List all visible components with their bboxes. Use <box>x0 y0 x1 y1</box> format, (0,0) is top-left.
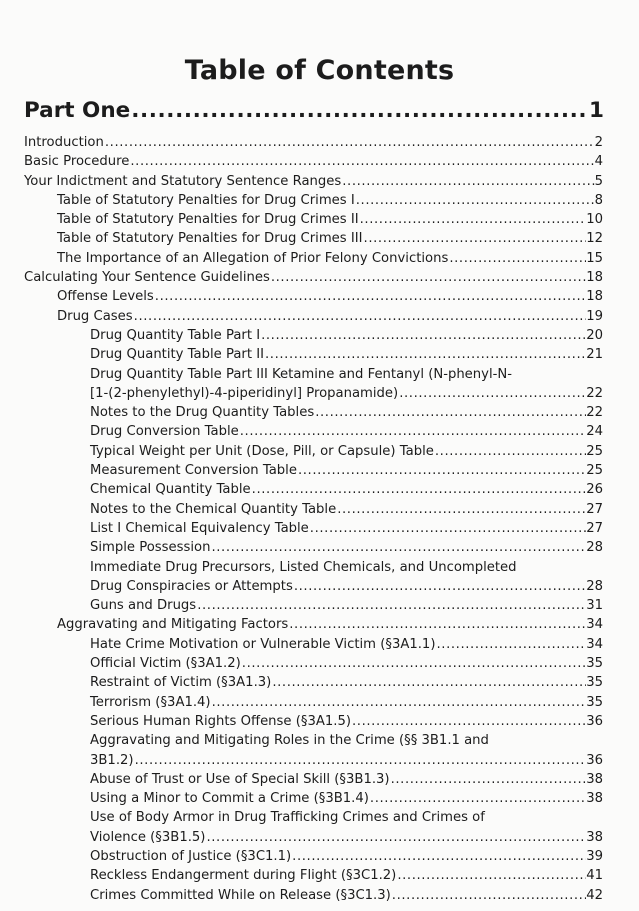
toc-entry-label: Drug Quantity Table Part II <box>90 347 264 363</box>
toc-entry-label: Guns and Drugs <box>90 598 197 614</box>
leader-dots <box>359 210 587 229</box>
leader-dots <box>291 847 586 866</box>
leader-dots <box>341 172 594 191</box>
leader-dots <box>396 866 586 885</box>
toc-entry <box>24 808 603 827</box>
toc-entry <box>24 365 603 384</box>
toc-entry-label: Use of Body Armor in Drug Trafficking Crimes and Crimes of <box>90 810 485 826</box>
toc-entry <box>24 886 603 905</box>
part-page-number: 1 <box>589 98 604 123</box>
toc-entry <box>24 326 603 345</box>
toc-entry <box>24 345 603 364</box>
toc-entry-label: Drug Conspiracies or Attempts <box>90 578 293 594</box>
toc-entry-label: Notes to the Chemical Quantity Table <box>90 501 337 517</box>
toc-page-number: 27 <box>586 501 603 517</box>
toc-entry-label: Drug Quantity Table Part I <box>90 327 261 343</box>
toc-entry <box>24 210 603 229</box>
leader-dots <box>270 268 586 287</box>
part-label: Part One <box>24 98 131 123</box>
toc-page-number: 34 <box>586 617 603 633</box>
leader-dots <box>104 133 595 152</box>
toc-entry-label: Crimes Committed While on Release (§3C1.3) <box>90 887 391 903</box>
leader-dots <box>129 152 594 171</box>
toc-entry-label: Typical Weight per Unit (Dose, Pill, or Capsule) Table <box>90 443 434 459</box>
toc-page-number: 2 <box>594 135 603 150</box>
toc-page-number: 26 <box>586 482 603 498</box>
toc-entry-label: Drug Quantity Table Part III Ketamine and Fentanyl (N-phenyl-N- <box>90 366 513 382</box>
toc-page-number: 24 <box>586 424 603 440</box>
leader-dots <box>309 519 586 538</box>
leader-dots <box>314 403 586 422</box>
toc-entry <box>24 712 603 731</box>
leader-dots <box>363 229 587 248</box>
toc-entry-label: Offense Levels <box>57 289 154 305</box>
toc-entry <box>24 461 603 480</box>
toc-entry <box>24 172 603 191</box>
leader-dots <box>210 538 586 557</box>
toc-entry-label: Official Victim (§3A1.2) <box>90 656 241 672</box>
toc-entry <box>24 654 603 673</box>
leader-dots <box>130 98 589 123</box>
toc-entry-label: The Importance of an Allegation of Prior Felony Convictions <box>57 250 449 266</box>
toc-entry <box>24 519 603 538</box>
toc-page-number: 18 <box>586 289 603 305</box>
toc-entry-label: Chemical Quantity Table <box>90 482 251 498</box>
leader-dots <box>336 500 586 519</box>
toc-list <box>24 133 603 905</box>
leader-dots <box>271 673 586 692</box>
toc-entry-label: 3B1.2) <box>90 752 134 768</box>
toc-page-number: 28 <box>586 540 603 556</box>
toc-entry-label: Aggravating and Mitigating Roles in the Crime (§§ 3B1.1 and <box>90 733 489 749</box>
toc-entry <box>24 828 603 847</box>
leader-dots <box>154 287 586 306</box>
leader-dots <box>351 712 586 731</box>
toc-page-number: 35 <box>586 675 603 691</box>
toc-entry-label: Immediate Drug Precursors, Listed Chemicals, and Uncompleted <box>90 559 517 575</box>
toc-page-number: 25 <box>586 463 603 479</box>
toc-page-number: 38 <box>586 771 603 787</box>
toc-entry <box>24 480 603 499</box>
leader-dots <box>391 886 586 905</box>
leader-dots <box>448 249 586 268</box>
toc-entry <box>24 635 603 654</box>
toc-page-number: 31 <box>586 598 603 614</box>
toc-entry-label: Restraint of Victim (§3A1.3) <box>90 675 272 691</box>
toc-entry-label: Terrorism (§3A1.4) <box>90 694 211 710</box>
toc-page-number: 42 <box>586 887 603 903</box>
toc-entry <box>24 673 603 692</box>
leader-dots <box>251 480 587 499</box>
toc-entry-label: Aggravating and Mitigating Factors <box>57 617 289 633</box>
toc-entry-label: Abuse of Trust or Use of Special Skill (§3B1.3) <box>90 771 390 787</box>
toc-entry <box>24 384 603 403</box>
toc-page-number: 35 <box>586 694 603 710</box>
leader-dots <box>297 461 586 480</box>
toc-entry <box>24 403 603 422</box>
toc-entry-label: Simple Possession <box>90 540 211 556</box>
leader-dots <box>196 596 586 615</box>
toc-page-number: 5 <box>594 173 603 189</box>
page-title: Table of Contents <box>184 55 455 86</box>
toc-entry-label: Measurement Conversion Table <box>90 463 297 479</box>
toc-page-number: 4 <box>594 154 603 170</box>
toc-entry <box>24 558 603 577</box>
toc-entry-label: Table of Statutory Penalties for Drug Crimes III <box>57 231 363 247</box>
toc-entry <box>24 500 603 519</box>
leader-dots <box>369 789 586 808</box>
toc-page-number: 36 <box>586 713 603 729</box>
leader-dots <box>264 345 586 364</box>
toc-entry-label: Serious Human Rights Offense (§3A1.5) <box>90 713 351 729</box>
toc-entry <box>24 287 603 306</box>
toc-page-number: 34 <box>586 636 603 652</box>
toc-page-number: 38 <box>586 791 603 807</box>
leader-dots <box>239 422 586 441</box>
toc-entry-label: List I Chemical Equivalency Table <box>90 520 309 536</box>
toc-entry <box>24 442 603 461</box>
toc-page-number: 18 <box>586 270 603 286</box>
toc-page-number: 35 <box>586 656 603 672</box>
toc-entry-label: [1-(2-phenylethyl)-4-piperidinyl] Propanamide) <box>90 385 399 401</box>
part-heading <box>24 98 604 123</box>
toc-page-number: 15 <box>586 250 603 266</box>
leader-dots <box>260 326 586 345</box>
leader-dots <box>390 770 587 789</box>
leader-dots <box>434 442 586 461</box>
leader-dots <box>134 751 587 770</box>
toc-page-number: 27 <box>586 520 603 536</box>
toc-entry-label: Table of Statutory Penalties for Drug Crimes I <box>57 192 355 208</box>
toc-entry-label: Hate Crime Motivation or Vulnerable Victim (§3A1.1) <box>90 636 436 652</box>
toc-entry <box>24 596 603 615</box>
toc-entry-label: Calculating Your Sentence Guidelines <box>24 270 270 286</box>
toc-page-number: 41 <box>586 868 603 884</box>
toc-entry-label: Drug Conversion Table <box>90 424 239 440</box>
leader-dots <box>133 307 587 326</box>
toc-page-number: 22 <box>586 405 603 421</box>
toc-page-number: 36 <box>586 752 603 768</box>
leader-dots <box>241 654 586 673</box>
toc-entry <box>24 693 603 712</box>
leader-dots <box>211 693 587 712</box>
leader-dots <box>205 828 586 847</box>
leader-dots <box>288 615 586 634</box>
leader-dots <box>293 577 586 596</box>
toc-entry <box>24 133 603 152</box>
toc-entry <box>24 307 603 326</box>
toc-page-number: 8 <box>594 192 603 208</box>
toc-entry <box>24 731 603 750</box>
toc-entry <box>24 789 603 808</box>
toc-page-number: 19 <box>586 308 603 324</box>
toc-entry <box>24 191 603 210</box>
leader-dots <box>355 191 595 210</box>
toc-entry <box>24 615 603 634</box>
toc-entry-label: Violence (§3B1.5) <box>90 829 206 845</box>
toc-entry-label: Table of Statutory Penalties for Drug Crimes II <box>57 212 359 228</box>
toc-entry <box>24 770 603 789</box>
toc-entry-label: Using a Minor to Commit a Crime (§3B1.4) <box>90 791 369 807</box>
toc-entry-label: Basic Procedure <box>24 154 130 170</box>
toc-entry <box>24 229 603 248</box>
toc-entry <box>24 866 603 885</box>
toc-entry <box>24 249 603 268</box>
toc-entry <box>24 847 603 866</box>
toc-page-number: 22 <box>586 385 603 401</box>
toc-page-number: 39 <box>586 848 603 864</box>
toc-entry <box>24 422 603 441</box>
toc-page-number: 20 <box>586 327 603 343</box>
toc-entry-label: Obstruction of Justice (§3C1.1) <box>90 848 292 864</box>
toc-entry <box>24 577 603 596</box>
toc-entry-label: Your Indictment and Statutory Sentence Ranges <box>24 173 342 189</box>
toc-entry-label: Reckless Endangerment during Flight (§3C1.2) <box>90 868 397 884</box>
toc-page-number: 10 <box>586 212 603 228</box>
toc-page-number: 38 <box>586 829 603 845</box>
toc-entry <box>24 538 603 557</box>
toc-entry <box>24 751 603 770</box>
toc-entry <box>24 268 603 287</box>
toc-page-number: 12 <box>586 231 603 247</box>
toc-entry-label: Notes to the Drug Quantity Tables <box>90 405 315 421</box>
leader-dots <box>398 384 586 403</box>
leader-dots <box>435 635 586 654</box>
toc-entry <box>24 152 603 171</box>
toc-page-number: 25 <box>586 443 603 459</box>
toc-entry-label: Drug Cases <box>57 308 133 324</box>
toc-page-number: 21 <box>586 347 603 363</box>
toc-entry-label: Introduction <box>24 135 104 150</box>
toc-page-number: 28 <box>586 578 603 594</box>
